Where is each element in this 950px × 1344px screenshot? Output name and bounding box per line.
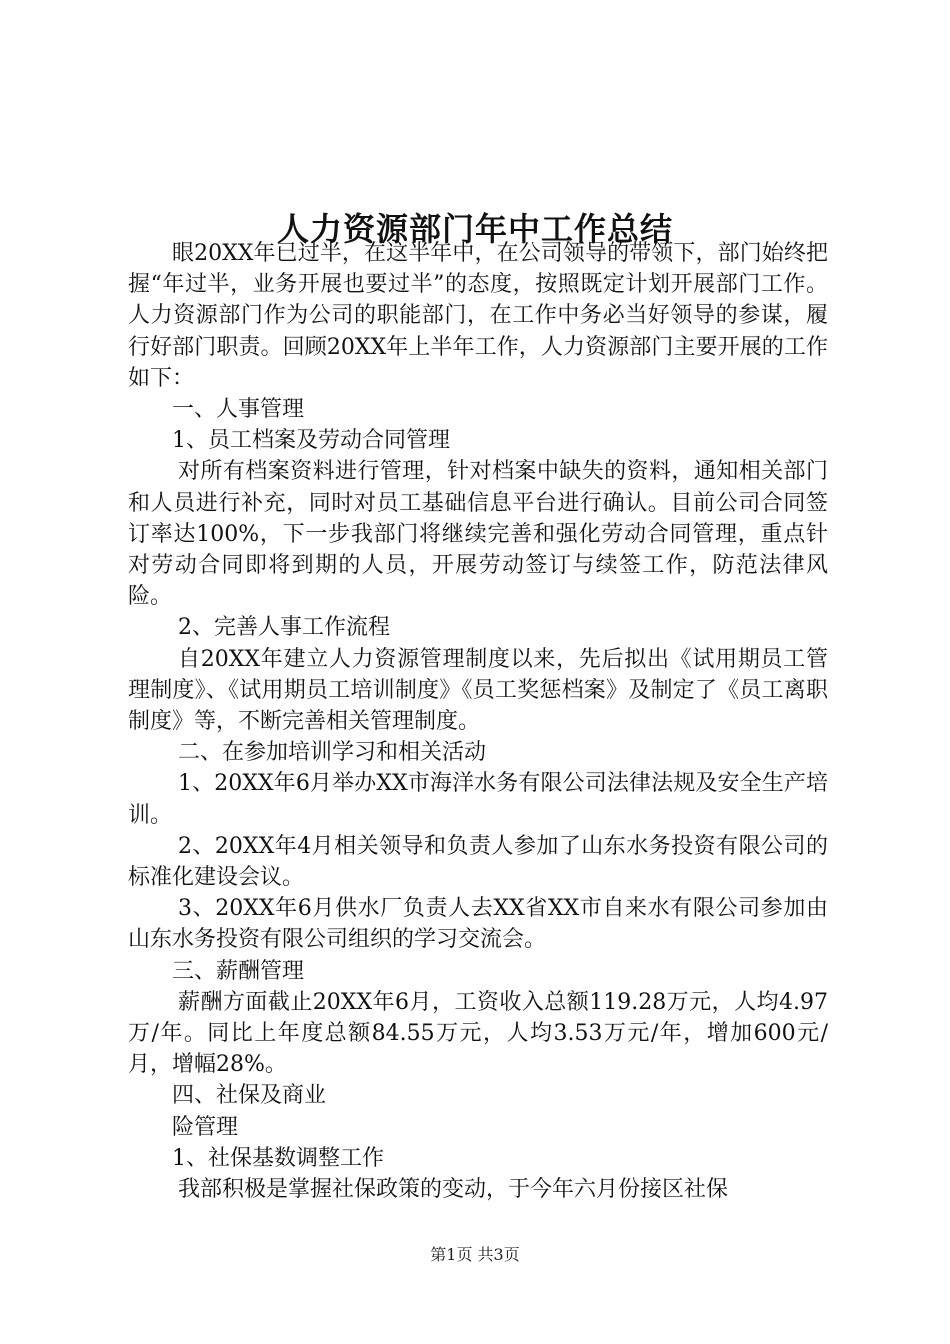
subheading-social-base: 1、社保基数调整工作 xyxy=(172,1145,384,1171)
section-heading-salary: 三、薪酬管理 xyxy=(172,958,305,984)
document-body xyxy=(128,238,828,1205)
subheading-hr-process: 2、完善人事工作流程 xyxy=(178,615,390,641)
section-heading-training: 二、在参加培训学习和相关活动 xyxy=(178,740,487,766)
paragraph-salary: 薪酬方面截止20XX年6月，工资收入总额119.28万元，人均4.97万/年。同比上年度总额84.55万元，人均3.53万元/年，增加600元/月，增幅28%。 xyxy=(128,989,828,1078)
section-heading-social-insurance: 四、社保及商业 xyxy=(172,1083,327,1109)
list-item-training-2: 2、20XX年4月相关领导和负责人参加了山东水务投资有限公司的标准化建设会议。 xyxy=(128,833,828,891)
paragraph-archives: 对所有档案资料进行管理，针对档案中缺失的资料，通知相关部门和人员进行补充，同时对员工基础信息平台进行确认。目前公司合同签订率达100%，下一步我部门将继续完善和强化劳动合同管理，重点针对劳动合同即将到期的人员，开展劳动签订与续签工作，防范法律风险。 xyxy=(128,459,828,610)
list-item-training-1: 1、20XX年6月举办XX市海洋水务有限公司法律法规及安全生产培训。 xyxy=(128,771,828,828)
page-number: 第1页 共3页 xyxy=(430,1245,520,1264)
section-heading-personnel: 一、人事管理 xyxy=(172,397,305,423)
paragraph-social-base: 我部积极是掌握社保政策的变动，于今年六月份接区社保 xyxy=(178,1177,729,1203)
section-heading-social-insurance-cont: 险管理 xyxy=(172,1114,239,1140)
page-title: 人力资源部门年中工作总结 xyxy=(276,210,673,249)
paragraph-hr-process: 自20XX年建立人力资源管理制度以来，先后拟出《试用期员工管理制度》、《试用期员工培训制度》《员工奖惩档案》及制定了《员工离职制度》等，不断完善相关管理制度。 xyxy=(128,646,828,735)
list-item-training-3: 3、20XX年6月供水厂负责人去XX省XX市自来水有限公司参加由山东水务投资有限公司组织的学习交流会。 xyxy=(128,896,828,953)
subheading-archives-contracts: 1、员工档案及劳动合同管理 xyxy=(172,428,450,454)
intro-paragraph: 眼20XX年已过半，在这半年中，在公司领导的带领下，部门始终把握“年过半，业务开展也要过半”的态度，按照既定计划开展部门工作。人力资源部门作为公司的职能部门，在工作中务必当好领导的参谋，履行好部门职责。回顾20XX年上半年工作，人力资源部门主要开展的工作如下： xyxy=(128,241,828,391)
